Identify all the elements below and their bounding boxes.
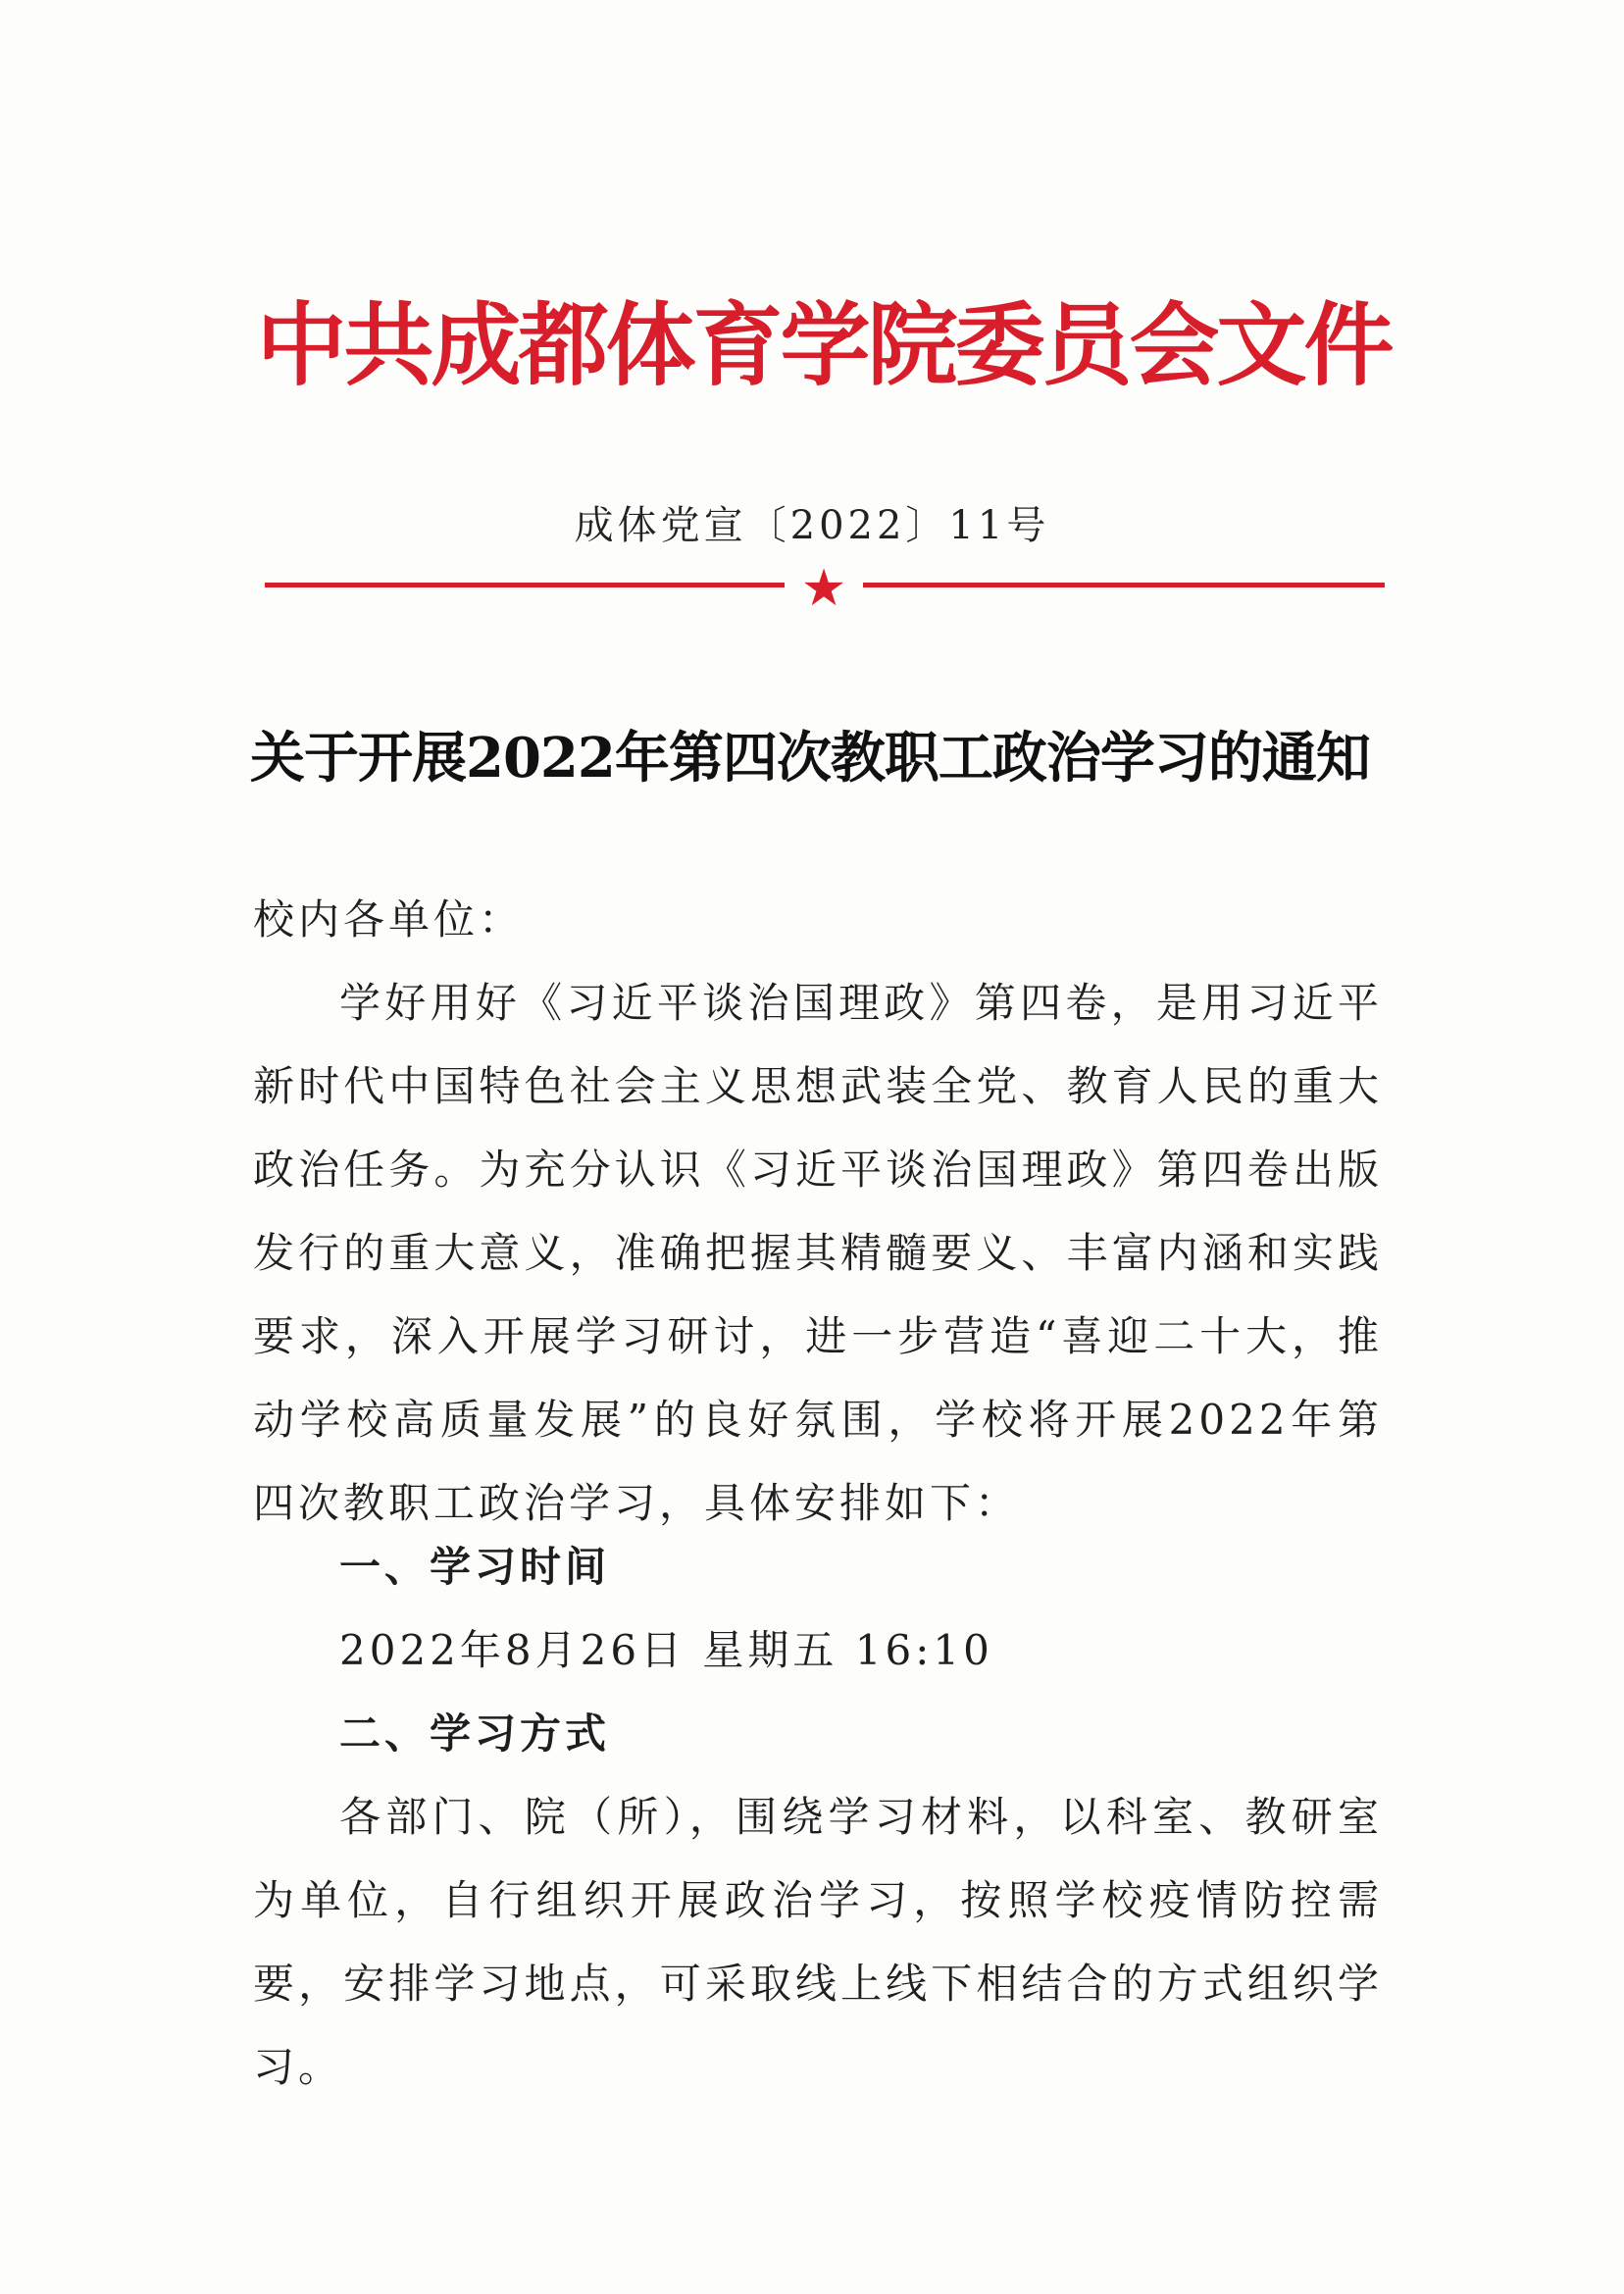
- document-number: 成体党宣〔2022〕11号: [574, 503, 1050, 548]
- salutation: 校内各单位：: [253, 895, 525, 943]
- red-divider-left: [265, 583, 785, 587]
- star-icon: ★: [800, 559, 847, 618]
- study-method-paragraph: 各部门、院（所），围绕学习材料，以科室、教研室为单位，自行组织开展政治学习，按照学校疫情防控需要，安排学习地点，可采取线上线下相结合的方式组织学习。: [253, 1793, 1383, 2091]
- section-heading-study-time: 一、学习时间: [339, 1543, 611, 1591]
- study-time-value: 2022年8月26日 星期五 16:10: [339, 1626, 993, 1674]
- document-header-title: 中共成都体育学院委员会文件: [256, 292, 1392, 398]
- notice-title: 关于开展2022年第四次教职工政治学习的通知: [250, 726, 1370, 790]
- red-divider-right: [863, 583, 1385, 587]
- section-heading-study-method: 二、学习方式: [339, 1709, 611, 1758]
- intro-paragraph: 学好用好《习近平谈治国理政》第四卷，是用习近平新时代中国特色社会主义思想武装全党、教育人民的重大政治任务。为充分认识《习近平谈治国理政》第四卷出版发行的重大意义，准确把握其精髓要义、丰富内涵和实践要求，深入开展学习研讨，进一步营造“喜迎二十大，推动学校高质量发展”的良好氛围，学校将开展2022年第四次教职工政治学习，具体安排如下：: [253, 979, 1383, 1527]
